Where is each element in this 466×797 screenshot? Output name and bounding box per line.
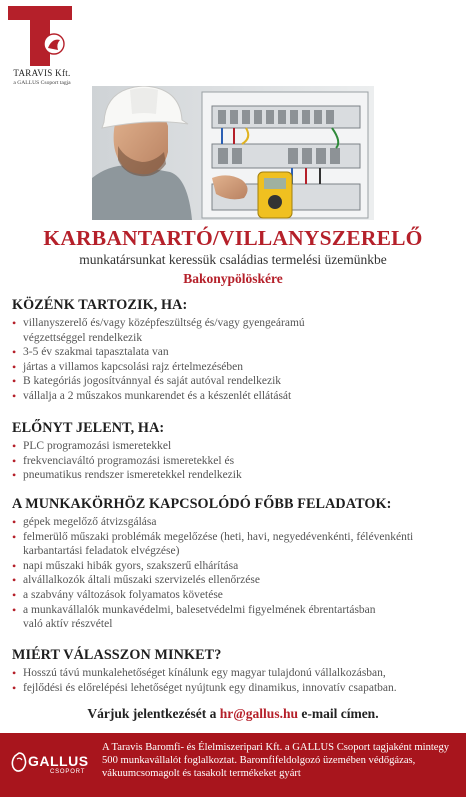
bullet-icon: • <box>12 602 17 617</box>
list-item: • pneumatikus rendszer ismeretekkel rendelkezik <box>12 468 242 483</box>
list-item: • villanyszerelő és/vagy középfeszültség és/vagy gyengeáramú végzettséggel rendelkezik <box>12 316 305 344</box>
taravis-t-icon <box>6 4 74 68</box>
list-item: • napi műszaki hibák gyors, szakszerű elhárítása <box>12 558 239 573</box>
bullet-icon: • <box>12 374 17 389</box>
footer-description: A Taravis Baromfi- és Élelmiszeripari Kft. a GALLUS Csoport tagjaként mintegy 500 munkavállalót foglalkoztat. Baromfifeldolgozó üzemében védőgázas, vákuumcsomagolt és tasakolt termékeket gyárt <box>102 742 450 780</box>
list-item: • jártas a villamos kapcsolási rajz értelmezésében <box>12 359 243 374</box>
tasks-heading: A MUNKAKÖRHÖZ KAPCSOLÓDÓ FŐBB FELADATOK: <box>12 496 392 512</box>
bullet-icon: • <box>12 558 17 573</box>
bullet-icon: • <box>12 680 17 695</box>
advantages-heading: ELŐNYT JELENT, HA: <box>12 420 165 436</box>
gallus-brand: GALLUS <box>28 753 89 769</box>
list-item: • PLC programozási ismeretekkel <box>12 439 172 453</box>
list-item: • Hosszú távú munkalehetőséget kínálunk egy magyar tulajdonú vállalkozásban, <box>12 666 386 680</box>
list-item: • 3-5 év szakmai tapasztalata van <box>12 345 169 360</box>
list-item: • fejlődési és előrelépési lehetőséget nyújtunk egy dinamikus, innovatív csapatban. <box>12 680 397 695</box>
bullet-icon: • <box>12 345 17 360</box>
bullet-icon: • <box>12 316 17 330</box>
electrician-photo <box>92 86 374 220</box>
list-item: • felmerülő műszaki problémák megelőzése (heti, havi, negyedévenkénti, félévenkénti karbantartási feladatok elvégzése) <box>12 529 414 558</box>
why-heading: MIÉRT VÁLASSZON MINKET? <box>12 647 222 663</box>
list-item: • gépek megelőző átvizsgálása <box>12 515 157 529</box>
footer-bar <box>0 733 466 797</box>
list-item: • vállalja a 2 műszakos munkarendet és a készenlét ellátását <box>12 388 292 403</box>
logo-company-name: TARAVIS Kft. <box>13 68 71 78</box>
bullet-icon: • <box>12 468 17 483</box>
job-location: Bakonypölöskére <box>183 271 283 286</box>
list-item: • alvállalkozók általi műszaki szervizelés ellenőrzése <box>12 573 260 588</box>
bullet-icon: • <box>12 573 17 588</box>
bullet-icon: • <box>12 388 17 403</box>
list-item: • frekvenciaváltó programozási ismeretekkel és <box>12 453 235 468</box>
bullet-icon: • <box>12 515 17 529</box>
job-subtitle: munkatársunkat keressük családias termelési üzemünkbe <box>79 252 387 267</box>
gallus-sub: CSOPORT <box>50 769 86 775</box>
tasks-list <box>12 515 460 632</box>
advantages-list <box>12 439 460 483</box>
bullet-icon: • <box>12 529 17 544</box>
bullet-icon: • <box>12 453 17 468</box>
job-title: KARBANTARTÓ/VILLANYSZERELŐ <box>43 226 423 250</box>
bullet-icon: • <box>12 359 17 374</box>
requirements-list <box>12 316 460 404</box>
gallus-logo <box>10 753 94 787</box>
email-link[interactable]: hr@gallus.hu <box>219 706 298 721</box>
application-call: Várjuk jelentkezését a hr@gallus.hu e-mail címen. <box>87 706 379 721</box>
bullet-icon: • <box>12 666 17 680</box>
taravis-logo <box>4 4 76 100</box>
rooster-icon <box>10 751 28 773</box>
list-item: • a munkavállalók munkavédelmi, balesetvédelmi figyelmének ébrentartásban való aktív részvétel <box>12 602 376 631</box>
bullet-icon: • <box>12 587 17 602</box>
list-item: • B kategóriás jogosítvánnyal és saját autóval rendelkezik <box>12 374 282 389</box>
bullet-icon: • <box>12 439 17 453</box>
hero-section <box>0 0 466 220</box>
why-list <box>12 666 460 695</box>
list-item: • a szabvány változások folyamatos követése <box>12 587 223 602</box>
requirements-heading: KÖZÉNK TARTOZIK, HA: <box>12 297 188 313</box>
logo-tagline: a GALLUS Csoport tagja <box>13 80 71 86</box>
